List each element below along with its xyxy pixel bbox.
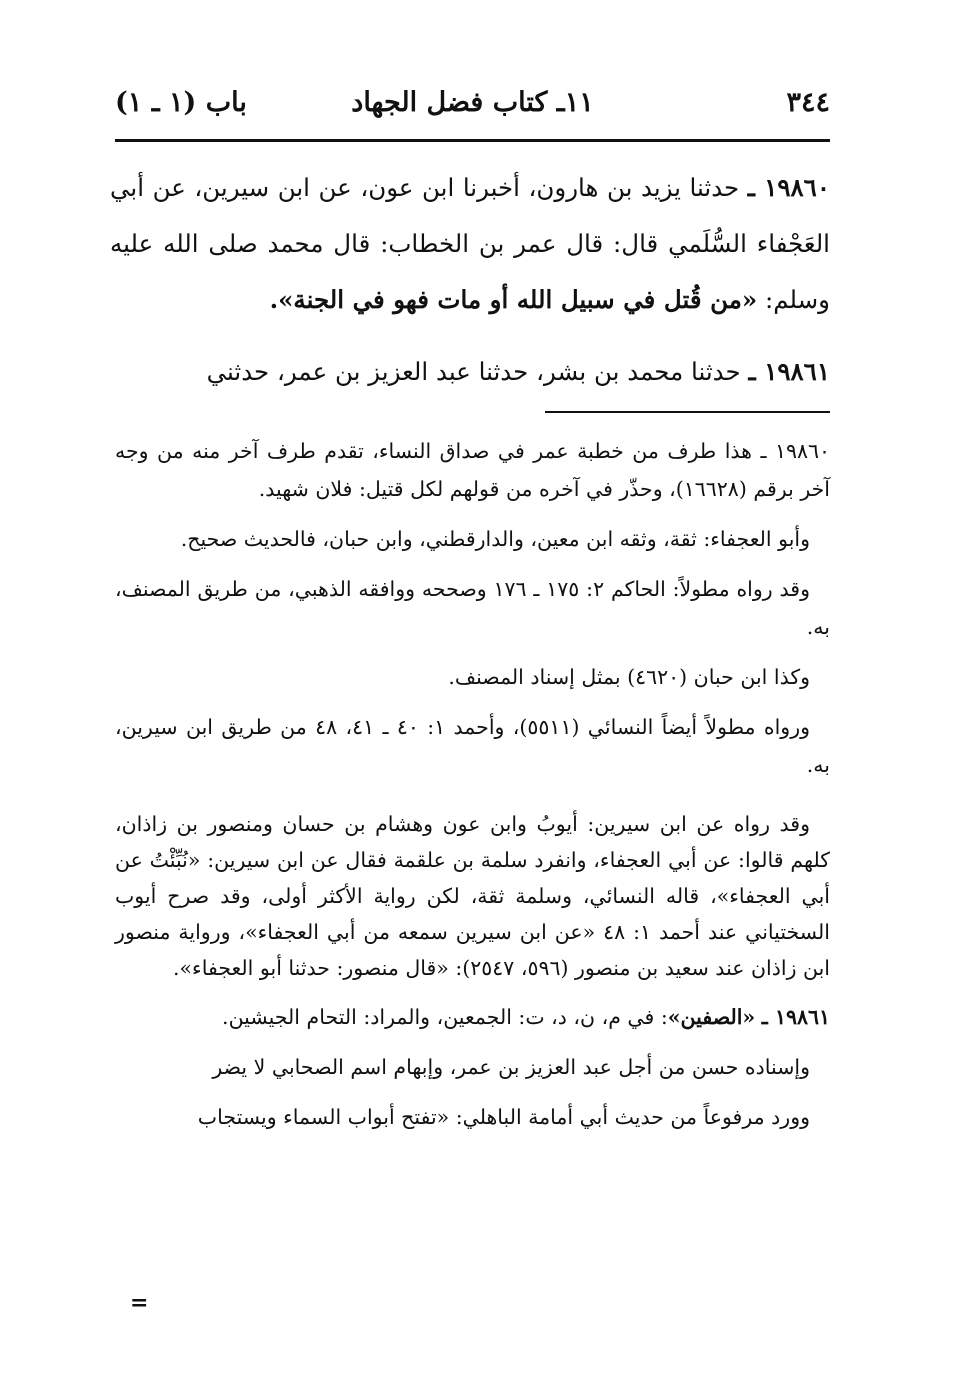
note-paragraph: ورواه مطولاً أيضاً النسائي (٥٥١١)، وأحمد ١: ٤٠ ـ ٤١، ٤٨ من طريق ابن سيرين، به. <box>115 715 830 777</box>
note-paragraph-19861 <box>115 998 830 1036</box>
page-header <box>115 85 830 129</box>
hadith-19860 <box>110 160 830 328</box>
note-paragraph: وإسناده حسن من أجل عبد العزيز بن عمر، وإبهام اسم الصحابي لا يضر <box>212 1055 810 1079</box>
note-paragraph: وكذا ابن حبان (٤٦٢٠) بمثل إسناد المصنف. <box>448 665 810 689</box>
header-rule <box>115 139 830 142</box>
note-paragraph: وقد رواه مطولاً: الحاكم ٢: ١٧٥ ـ ١٧٦ وصححه ووافقه الذهبي، من طريق المصنف، به. <box>115 577 830 639</box>
note-paragraph: وقد رواه عن ابن سيرين: أيوبُ وابن عون وهشام بن حسان ومنصور بن زاذان، كلهم قالوا: عن أبي العجفاء، وانفرد سلمة بن علقمة فقال عن ابن سيرين: «نُبِّئْتُ عن أبي العجفاء»، قاله النسائي، وسلمة ثقة، لكن رواية الأكثر أولى، وقد صرح أيوب السختياني عند أحمد ١: ٤٨ «عن ابن سيرين سمعه من أبي العجفاء»، ورواية منصور ابن زاذان عند سعيد بن منصور (٥٩٦، ٢٥٤٧): «قال منصور: حدثنا أبو العجفاء». <box>115 812 830 980</box>
note-keyword: «الصفين» <box>667 1005 756 1029</box>
continuation-mark: = <box>130 1290 149 1316</box>
hadith-number: ١٩٨٦٠ ـ <box>747 173 830 202</box>
page-number: ٣٤٤ <box>786 87 830 118</box>
hadith-number: ١٩٨٦١ ـ <box>748 357 830 386</box>
book-title: ١١ـ كتاب فضل الجهاد <box>351 87 594 118</box>
note-paragraph: وورد مرفوعاً من حديث أبي أمامة الباهلي: «تفتح أبواب السماء ويستجاب <box>197 1105 810 1129</box>
hadith-text: حدثنا يزيد بن هارون، أخبرنا ابن عون، عن ابن سيرين، عن أبي العَجْفاء السُّلَمي قال: قال عمر بن الخطاب: قال محمد صلى الله عليه وسلم: <box>110 173 830 314</box>
footnotes <box>115 432 830 1136</box>
chapter-label: باب (١ ـ ١) <box>115 87 247 118</box>
footnote-divider <box>545 411 830 413</box>
note-paragraph: وأبو العجفاء: ثقة، وثقه ابن معين، والدارقطني، وابن حبان، فالحديث صحيح. <box>180 527 810 551</box>
note-paragraph: ١٩٨٦٠ ـ هذا طرف من خطبة عمر في صداق النساء، تقدم طرف آخر منه من وجه آخر برقم (١٦٦٢٨)، وحذّر في آخره من قولهم لكل قتيل: فلان شهيد. <box>115 439 830 501</box>
hadith-19861 <box>110 344 830 400</box>
hadith-text: حدثنا محمد بن بشر، حدثنا عبد العزيز بن عمر، حدثني <box>206 357 741 386</box>
hadith-quote: «من قُتل في سبيل الله أو مات فهو في الجنة». <box>269 285 758 314</box>
main-text <box>110 160 830 400</box>
note-text: : في م، ن، د، ت: الجمعين، والمراد: التحام الجيشين. <box>222 1005 668 1029</box>
note-number: ١٩٨٦١ ـ <box>761 1005 830 1029</box>
